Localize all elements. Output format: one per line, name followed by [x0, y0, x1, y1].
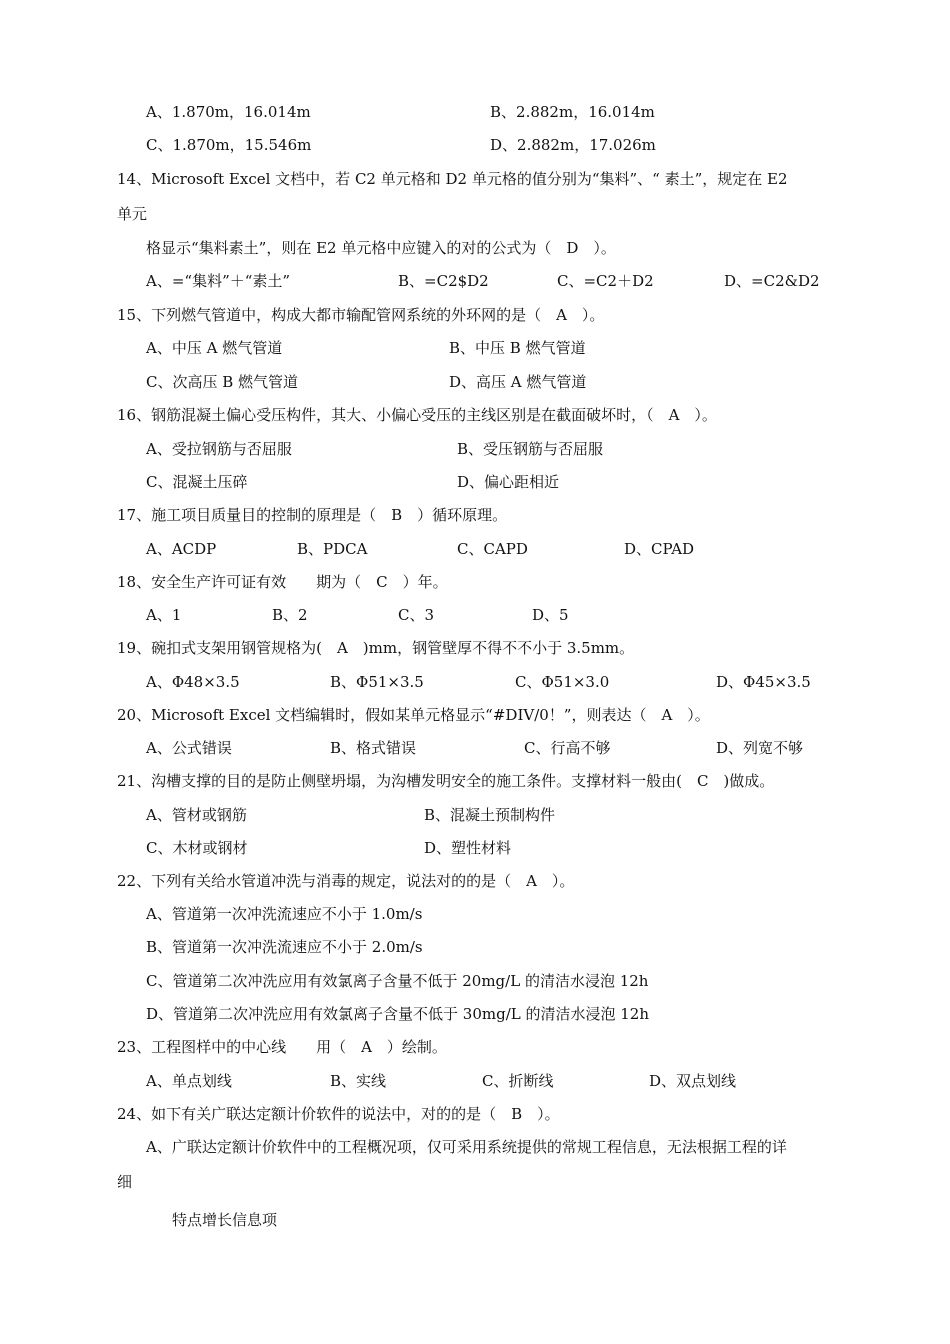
q19-option-c: C、Φ51×3.0 [515, 673, 610, 691]
q18-stem: 18、安全生产许可证有效 期为（ C ）年。 [117, 573, 448, 591]
q21-option-b: B、混凝土预制构件 [424, 806, 556, 824]
q21-option-c: C、木材或钢材 [146, 839, 248, 857]
q19-option-b: B、Φ51×3.5 [330, 673, 424, 691]
q20-option-b: B、格式错误 [330, 739, 417, 757]
q14-stem-wrap: 单元 [117, 205, 148, 223]
q18-option-a: A、1 [146, 606, 182, 624]
q15-option-c: C、次高压 B 燃气管道 [146, 373, 299, 391]
q20-option-d: D、列宽不够 [716, 739, 804, 757]
q21-option-a: A、管材或钢筋 [146, 806, 247, 824]
q17-option-d: D、CPAD [624, 540, 695, 558]
q19-stem: 19、碗扣式支架用钢管规格为( A )mm，钢管壁厚不得不不小于 3.5mm。 [117, 639, 635, 657]
q15-stem: 15、下列燃气管道中，构成大都市输配管网系统的外环网的是（ A ）。 [117, 306, 605, 324]
q14-stem: 14、Microsoft Excel 文档中，若 C2 单元格和 D2 单元格的值分别为“集料”、“ 素土”，规定在 E2 [117, 170, 788, 188]
q13-option-c: C、1.870m，15.546m [146, 136, 312, 154]
q13-option-d: D、2.882m，17.026m [490, 136, 656, 154]
q20-option-a: A、公式错误 [146, 739, 232, 757]
q20-stem: 20、Microsoft Excel 文档编辑时，假如某单元格显示“#DIV/0！”，则表达（ A ）。 [117, 706, 710, 724]
q22-option-b: B、管道第一次冲洗流速应不小于 2.0m/s [146, 938, 423, 956]
q24-option-a-cont: 特点增长信息项 [172, 1211, 278, 1229]
q17-option-a: A、ACDP [146, 540, 217, 558]
q16-stem: 16、钢筋混凝土偏心受压构件，其大、小偏心受压的主线区别是在截面破坏时，（ A ）。 [117, 406, 717, 424]
q13-option-a: A、1.870m，16.014m [146, 103, 311, 121]
q18-option-c: C、3 [398, 606, 435, 624]
q22-stem: 22、下列有关给水管道冲洗与消毒的规定，说法对的的是（ A ）。 [117, 872, 575, 890]
q19-option-a: A、Φ48×3.5 [146, 673, 240, 691]
q24-option-a-wrap: 细 [117, 1173, 133, 1191]
q16-option-c: C、混凝土压碎 [146, 473, 248, 491]
q19-option-d: D、Φ45×3.5 [716, 673, 811, 691]
q14-option-b: B、=C2$D2 [398, 272, 489, 290]
q17-option-b: B、PDCA [297, 540, 368, 558]
q21-stem: 21、沟槽支撑的目的是防止侧壁坍塌，为沟槽发明安全的施工条件。支撑材料一般由( C )做成。 [117, 772, 775, 790]
q22-option-c: C、管道第二次冲洗应用有效氯离子含量不低于 20mg/L 的清洁水浸泡 12h [146, 972, 649, 990]
q16-option-b: B、受压钢筋与否屈服 [457, 440, 604, 458]
q23-option-c: C、折断线 [482, 1072, 554, 1090]
q23-option-a: A、单点划线 [146, 1072, 232, 1090]
q20-option-c: C、行高不够 [524, 739, 611, 757]
q24-option-a: A、广联达定额计价软件中的工程概况项，仅可采用系统提供的常规工程信息，无法根据工程的详 [146, 1138, 787, 1156]
q17-option-c: C、CAPD [457, 540, 528, 558]
q22-option-a: A、管道第一次冲洗流速应不小于 1.0m/s [146, 905, 423, 923]
q16-option-a: A、受拉钢筋与否屈服 [146, 440, 292, 458]
q23-option-b: B、实线 [330, 1072, 387, 1090]
q15-option-d: D、高压 A 燃气管道 [449, 373, 587, 391]
q15-option-b: B、中压 B 燃气管道 [449, 339, 586, 357]
q15-option-a: A、中压 A 燃气管道 [146, 339, 283, 357]
q23-option-d: D、双点划线 [649, 1072, 737, 1090]
q16-option-d: D、偏心距相近 [457, 473, 560, 491]
q13-option-b: B、2.882m，16.014m [490, 103, 655, 121]
q18-option-d: D、5 [532, 606, 569, 624]
q14-stem-cont: 格显示“集料素土”，则在 E2 单元格中应键入的对的公式为（ D ）。 [146, 239, 616, 257]
q14-option-c: C、=C2＋D2 [557, 272, 654, 290]
q24-stem: 24、如下有关广联达定额计价软件的说法中，对的的是（ B ）。 [117, 1105, 560, 1123]
q14-option-d: D、=C2&D2 [724, 272, 820, 290]
q18-option-b: B、2 [272, 606, 308, 624]
q22-option-d: D、管道第二次冲洗应用有效氯离子含量不低于 30mg/L 的清洁水浸泡 12h [146, 1005, 650, 1023]
q23-stem: 23、工程图样中的中心线 用（ A ）绘制。 [117, 1038, 447, 1056]
q14-option-a: A、=“集料”＋“素土” [146, 272, 291, 290]
q17-stem: 17、施工项目质量目的控制的原理是（ B ）循环原理。 [117, 506, 508, 524]
q21-option-d: D、塑性材料 [424, 839, 512, 857]
